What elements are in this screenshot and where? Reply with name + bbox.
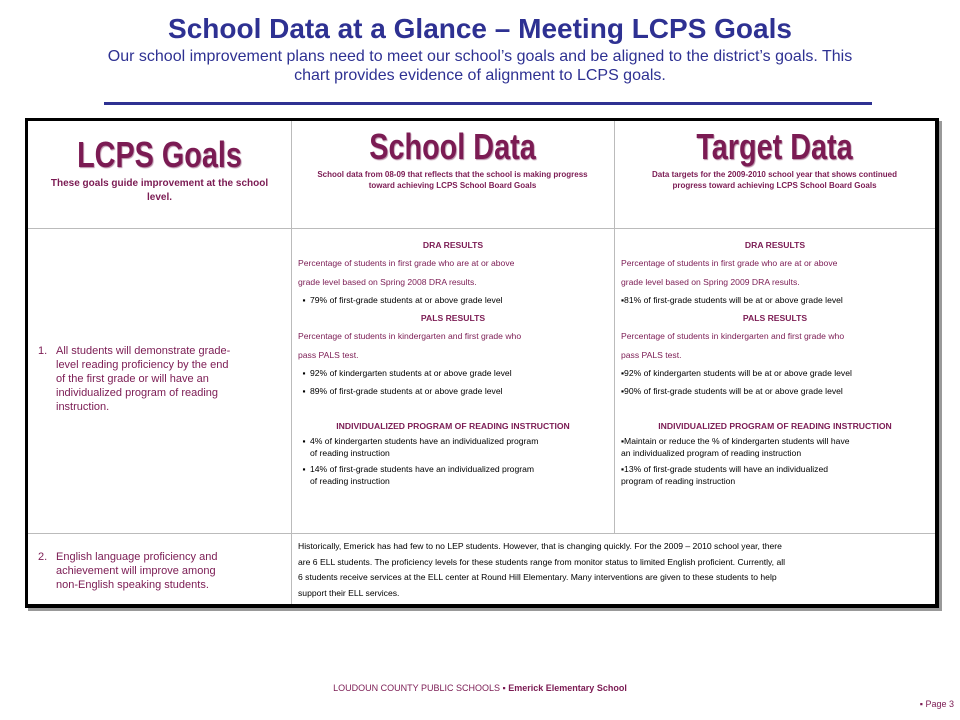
list-item: ▪92% of kindergarten students will be at or above grade level (621, 368, 852, 379)
list-item: ▪Maintain or reduce the % of kindergarten students will have an individualized program of reading instruction (621, 435, 850, 458)
list-item: ▪90% of first-grade students will be at or above grade level (621, 386, 843, 397)
dra-heading: DRA RESULTS (422, 240, 484, 250)
list-item: ▪ 89% of first-grade students at or above grade level (302, 386, 503, 397)
goal-1: 1. All students will demonstrate grade- level reading proficiency by the end of the first grade or will have an individualized program of reading instruction. (38, 345, 231, 413)
goals-subheading: These goals guide improvement at the school level. (50, 178, 269, 203)
list-item: ▪ 79% of first-grade students at or above grade level (302, 294, 503, 305)
footer (0, 683, 960, 693)
goals-table (25, 118, 939, 608)
footer-bullet: ▪ (502, 683, 506, 693)
ind-heading: INDIVIDUALIZED PROGRAM OF READING INSTRUCTION (658, 420, 892, 431)
page-title: School Data at a Glance – Meeting LCPS Goals (168, 13, 792, 44)
list-item: ▪81% of first-grade students will be at or above grade level (621, 294, 843, 305)
list-item: ▪ 14% of first-grade students have an individualized program of reading instruction (302, 463, 535, 486)
target-data-goal-1: DRA RESULTS Percentage of students in first grade who are at or above grade level based on Spring 2009 DRA results. ▪81% of first-grade students will be at or above grade level PALS RESULTS Percentage of students in kindergarten and first grade who pass PALS test. ▪92% of kindergarten students will be at or above grade level ▪90% of first-grade students will be at or above grade level INDIVIDUALIZED PROGRAM OF READING INSTRUCTION ▪Maintain or reduce the % of kindergarten students will have an individualized program of reading instruction ▪13% of first-grade students will have an individualized program of reading instruction (621, 236, 929, 487)
ell-data: Historically, Emerick has had few to no LEP students. However, that is changing quickly. For the 2009 – 2010 school year, there are 6 ELL students. The proficiency levels for these students range from monitor status to limited English proficient. Currently, all 6 students receive services at the ELL center at Round Hill Elementary. Many interventions are given to these students to help support their ELL services. (298, 541, 786, 599)
target-data-heading: Target Data (696, 126, 853, 167)
row-divider (28, 533, 935, 534)
row-divider (28, 228, 935, 229)
goal-2: 2. English language proficiency and achievement will improve among non-English speaking students. (38, 551, 218, 591)
pals-heading: PALS RESULTS (742, 313, 808, 324)
column-divider (291, 121, 292, 604)
list-item: ▪13% of first-grade students will have an individualized program of reading instruction (621, 463, 829, 486)
footer-school: Emerick Elementary School (508, 683, 627, 693)
header-goals (28, 135, 291, 205)
header-school-data (291, 127, 614, 191)
list-item: ▪ 92% of kindergarten students at or above grade level (302, 368, 512, 379)
school-data-heading: School Data (369, 126, 536, 167)
header-target-data (614, 127, 935, 191)
school-data-subheading: School data from 08-09 that reflects that the school is making progress toward achieving LCPS School Board Goals (317, 170, 588, 190)
target-data-subheading: Data targets for the 2009-2010 school year that shows continued progress toward achieving LCPS School Board Goals (652, 170, 897, 190)
pals-heading: PALS RESULTS (420, 313, 486, 324)
page-number: ▪ Page 3 (919, 699, 954, 709)
goals-heading: LCPS Goals (77, 134, 242, 175)
school-data-goal-1: DRA RESULTS Percentage of students in first grade who are at or above grade level based on Spring 2008 DRA results. ▪ 79% of first-grade students at or above grade level PALS RESULTS Percentage of students in kindergarten and first grade who pass PALS test. ▪ 92% of kindergarten students at or above grade level ▪ 89% of first-grade students at or above grade level INDIVIDUALIZED PROGRAM OF READING INSTRUCTION ▪ 4% of kindergarten students have an individualized program of reading instruction ▪ 14% of first-grade students have an individualized program of reading instruction (298, 236, 608, 487)
title-divider (104, 102, 872, 105)
ind-heading: INDIVIDUALIZED PROGRAM OF READING INSTRUCTION (336, 420, 570, 431)
footer-org: LOUDOUN COUNTY PUBLIC SCHOOLS (333, 683, 501, 693)
page-subtitle: Our school improvement plans need to meet our school’s goals and be aligned to the district’s goals. This chart provides evidence of alignment to LCPS goals. (107, 48, 853, 84)
list-item: ▪ 4% of kindergarten students have an individualized program of reading instruction (302, 435, 539, 458)
dra-heading: DRA RESULTS (744, 240, 806, 250)
